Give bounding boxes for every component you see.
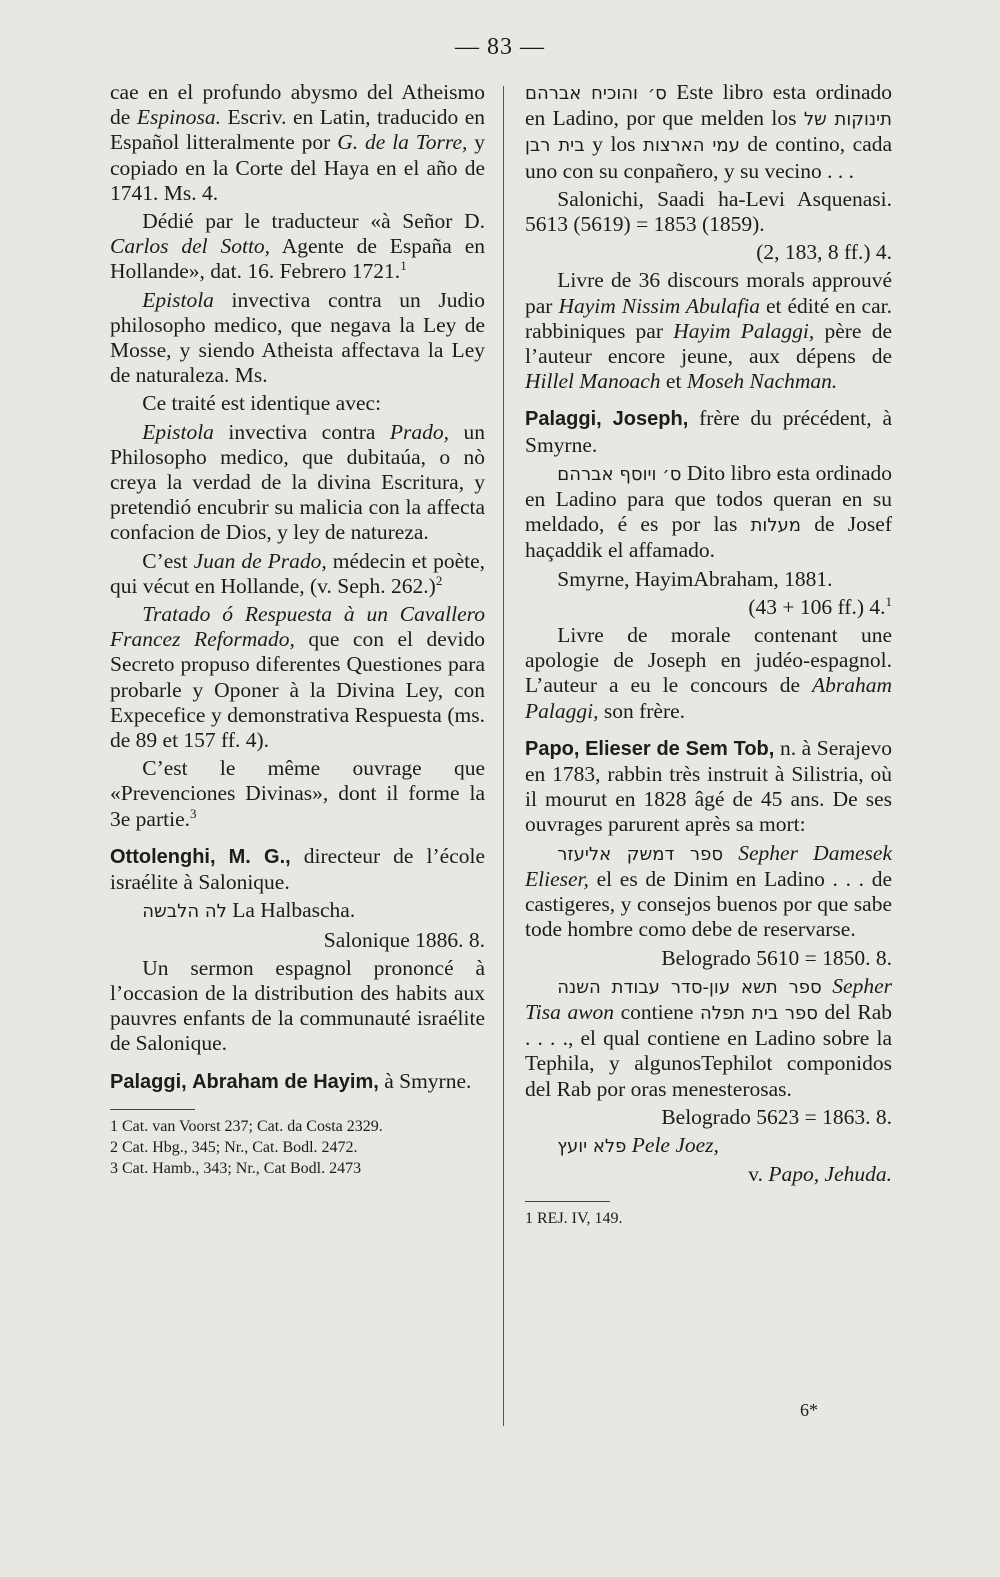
paragraph: Epistola invectiva contra Prado, un Philosopho medico, que dubitaúa, o nò creya la verdad de la divina Escritura, y pretendió encubrir su malicia con la affecta confacion de Dios, y ley de natureza. <box>110 419 485 545</box>
hebrew-title: ס׳ ויוסף אברהם <box>557 463 682 485</box>
hebrew-title: ס׳ והוכיח אברהם <box>525 83 667 104</box>
footnote-rule <box>110 1109 195 1110</box>
left-column <box>110 80 485 1179</box>
hebrew-title: ספר דמשק אליעזר <box>557 843 724 865</box>
entry-palaggi-abraham: Palaggi, Abraham de Hayim, à Smyrne. <box>110 1068 472 1093</box>
paragraph: Smyrne, HayimAbraham, 1881. <box>557 566 833 591</box>
entry-author: Palaggi, <box>110 1070 187 1093</box>
paragraph: C’est le même ouvrage que «Prevenciones Divinas», dont il forme la 3e partie.$^3$ <box>110 756 485 831</box>
paragraph: Livre de morale contenant une apologie de Joseph en judéo-espagnol. L’auteur a eu le concours de Abraham Palaggi, son frère. <box>525 623 893 723</box>
footnote: 2 Cat. Hbg., 345; Nr., Cat. Bodl. 2472. <box>110 1138 358 1156</box>
paragraph: Un sermon espagnol prononcé à l’occasion de la distribution des habits aux pauvres enfants de la communauté israélite de Salonique. <box>110 955 485 1056</box>
footnote-ref: 2 <box>435 572 443 588</box>
paragraph: Tratado ó Respuesta à un Cavallero Francez Reformado, que con el devido Secreto propuso diferentes Questiones para probarle y Oponer à la Divina Ley, con Expecefice y demonstrativa Respuesta (ms. de 89 et 157 ff. 4). <box>110 602 485 753</box>
footnote-ref: 3 <box>190 805 197 821</box>
publication-line: Salonique 1886. 8. <box>323 927 485 952</box>
entry-papo: Papo, Elieser de Sem Tob, n. à Serajevo en 1783, rabbin très instruit à Silistria, où il mourut en 1828 âgé de 45 ans. De ses ouvrages parurent après sa mort: <box>525 735 893 837</box>
entry-author: Palaggi, Joseph, <box>525 408 689 431</box>
paragraph: C’est Juan de Prado, médecin et poète, qui vécut en Hollande, (v. Seph. 262.)$^2$ <box>110 548 486 598</box>
footnote-ref: 1 <box>885 593 892 609</box>
entry-ottolenghi: Ottolenghi, M. G., directeur de l’école israélite à Salonique. <box>110 843 486 895</box>
publication-line: (2, 183, 8 ff.) 4. <box>756 240 892 265</box>
entry-palaggi-joseph: Palaggi, Joseph, frère du précédent, à Smyrne. <box>525 406 892 457</box>
signature-mark: 6* <box>800 1400 818 1420</box>
paragraph: Dédié par le traducteur «à Señor D. Carlos del Sotto, Agente de España en Hollande», dat. 16. Febrero 1721.$^1$ <box>110 209 485 284</box>
footnote: 1 Cat. van Voorst 237; Cat. da Costa 2329. <box>110 1117 383 1135</box>
right-column <box>525 80 892 1229</box>
paragraph: Salonichi, Saadi ha-Levi Asquenasi. 5613 (5619) = 1853 (1859). <box>525 186 892 237</box>
hebrew-title: ספר תשא עון-סדר עבודת השנה <box>557 976 822 998</box>
paragraph: Epistola invectiva contra un Judio philosopho medico, que negava la Ley de Mosse, y siendo Atheista affectava la Ley de naturaleza. Ms. <box>110 287 486 388</box>
hebrew-title: לה הלבשה <box>142 901 227 923</box>
hebrew-title: פלא יועץ <box>557 1135 627 1157</box>
entry-author: Ottolenghi, <box>110 845 216 868</box>
paragraph: פלא יועץ Pele Joez, <box>557 1132 719 1157</box>
paragraph: ספר תשא עון-סדר עבודת השנה Sepher Tisa awon contiene ספר בית תפלה del Rab . . . ., el qual contiene en Ladino sobre la Tephila, y algunosTephilot componidos del Rab por oras menesterosas. <box>525 973 892 1101</box>
footnote-ref: 1 <box>400 258 407 274</box>
paragraph: cae en el profundo abysmo del Atheismo de Espinosa. Escriv. en Latin, traducido en Español litteralmente por G. de la Torre, y copiado en la Corte del Haya en el año de 1741. Ms. 4. <box>110 80 486 205</box>
column-divider <box>503 86 504 1426</box>
paragraph: לה הלבשה La Halbascha. <box>142 898 356 923</box>
paragraph: ספר דמשק אליעזר Sepher Damesek Elieser, el es de Dinim en Ladino . . . de castigeres, y consejos buenos por que sabe tode hombre como debe de reservarse. <box>525 840 892 942</box>
publication-line: Belogrado 5623 = 1863. 8. <box>661 1104 892 1129</box>
footnote: 3 Cat. Hamb., 343; Nr., Cat Bodl. 2473 <box>110 1159 362 1177</box>
footnote-rule <box>525 1201 610 1202</box>
paragraph: Livre de 36 discours morals approuvé par Hayim Nissim Abulafia et édité en car. rabbiniques par Hayim Palaggi, père de l’auteur encore jeune, aux dépens de Hillel Manoach et Moseh Nachman. <box>525 268 893 394</box>
entry-author: Papo, <box>525 737 580 760</box>
publication-line: Belogrado 5610 = 1850. 8. <box>661 945 892 970</box>
publication-line: (43 + 106 ff.) 4.$^1$ <box>748 593 892 619</box>
cross-reference: v. Papo, Jehuda. <box>748 1162 892 1187</box>
footnote: 1 REJ. IV, 149. <box>525 1210 623 1228</box>
paragraph: Ce traité est identique avec: <box>142 391 382 416</box>
footnotes <box>110 1116 485 1179</box>
paragraph: ס׳ ויוסף אברהם Dito libro esta ordinado en Ladino para que todos queran en su meldado, é es por las מעלות de Josef haçaddik el affamado. <box>525 460 893 563</box>
paragraph: ס׳ והוכיח אברהם Este libro esta ordinado en Ladino, por que melden los תינוקות של בית רבן y los עמי הארצות de contino, cada uno con su conpañero, y su vecino . . . <box>525 80 893 183</box>
page-number: — 83 — <box>455 34 545 60</box>
footnotes <box>525 1208 892 1229</box>
